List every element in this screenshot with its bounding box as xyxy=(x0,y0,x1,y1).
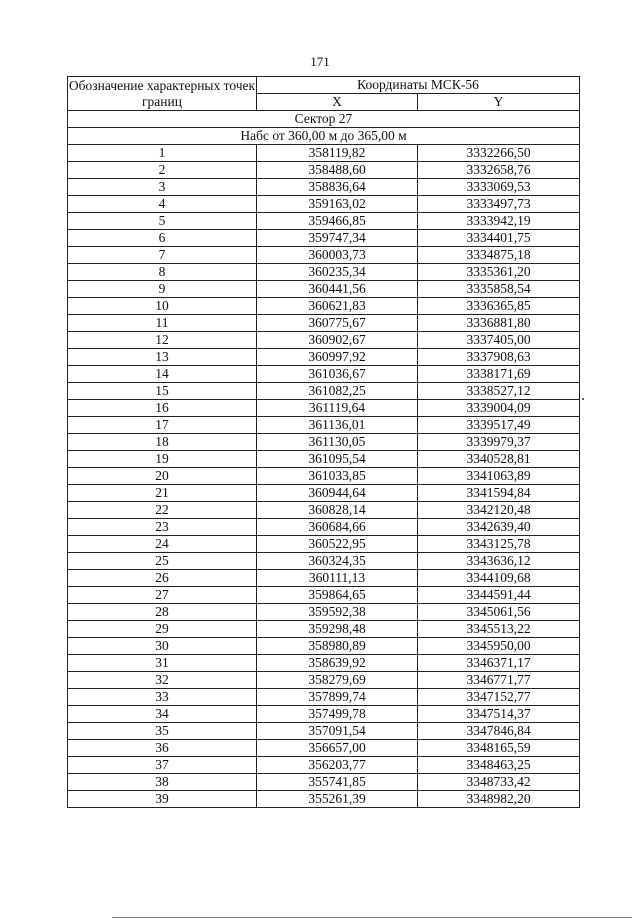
table-row xyxy=(68,485,580,502)
table-row xyxy=(68,213,580,230)
coord-x: 361119,64 xyxy=(257,400,418,417)
point-number: 29 xyxy=(68,621,257,638)
coord-x: 360111,13 xyxy=(257,570,418,587)
point-number: 27 xyxy=(68,587,257,604)
coord-y: 3344591,44 xyxy=(418,587,580,604)
table-row xyxy=(68,553,580,570)
point-number: 6 xyxy=(68,230,257,247)
table-row xyxy=(68,604,580,621)
coord-x: 357091,54 xyxy=(257,723,418,740)
coord-x: 359163,02 xyxy=(257,196,418,213)
page-number: 171 xyxy=(310,54,330,69)
point-number: 4 xyxy=(68,196,257,213)
point-number: 33 xyxy=(68,689,257,706)
table-row xyxy=(68,247,580,264)
table-row xyxy=(68,366,580,383)
coord-y: 3346771,77 xyxy=(418,672,580,689)
coord-x: 356657,00 xyxy=(257,740,418,757)
coord-x: 355261,39 xyxy=(257,791,418,808)
scan-edge-line xyxy=(112,917,632,918)
scan-speck xyxy=(582,398,584,400)
table-row xyxy=(68,281,580,298)
header-points: Обозначение характерных точек границ xyxy=(68,77,256,109)
coord-y: 3339517,49 xyxy=(418,417,580,434)
table-row xyxy=(68,434,580,451)
table-row xyxy=(68,587,580,604)
table-row xyxy=(68,655,580,672)
table-row xyxy=(68,451,580,468)
point-number: 11 xyxy=(68,315,257,332)
table-row xyxy=(68,672,580,689)
coord-x: 361082,25 xyxy=(257,383,418,400)
coord-y: 3336881,80 xyxy=(418,315,580,332)
coord-x: 361130,05 xyxy=(257,434,418,451)
table-row xyxy=(68,264,580,281)
coord-x: 358639,92 xyxy=(257,655,418,672)
coord-y: 3335361,20 xyxy=(418,264,580,281)
point-number: 28 xyxy=(68,604,257,621)
coordinates-table xyxy=(67,76,580,808)
point-number: 38 xyxy=(68,774,257,791)
coord-x: 361136,01 xyxy=(257,417,418,434)
coord-y: 3338171,69 xyxy=(418,366,580,383)
coord-y: 3348982,20 xyxy=(418,791,580,808)
coord-y: 3345513,22 xyxy=(418,621,580,638)
table-row xyxy=(68,417,580,434)
point-number: 24 xyxy=(68,536,257,553)
coord-x: 356203,77 xyxy=(257,757,418,774)
coord-y: 3345061,56 xyxy=(418,604,580,621)
coord-x: 359747,34 xyxy=(257,230,418,247)
table-row xyxy=(68,774,580,791)
coord-y: 3335858,54 xyxy=(418,281,580,298)
coord-x: 360902,67 xyxy=(257,332,418,349)
table-row xyxy=(68,502,580,519)
point-number: 30 xyxy=(68,638,257,655)
coord-x: 359864,65 xyxy=(257,587,418,604)
point-number: 23 xyxy=(68,519,257,536)
table-row xyxy=(68,740,580,757)
coord-y: 3340528,81 xyxy=(418,451,580,468)
coord-y: 3333069,53 xyxy=(418,179,580,196)
point-number: 10 xyxy=(68,298,257,315)
coord-y: 3341594,84 xyxy=(418,485,580,502)
coord-y: 3334875,18 xyxy=(418,247,580,264)
coord-y: 3334401,75 xyxy=(418,230,580,247)
table-row xyxy=(68,230,580,247)
header-x: X xyxy=(257,94,418,111)
point-number: 15 xyxy=(68,383,257,400)
coord-y: 3342639,40 xyxy=(418,519,580,536)
coord-x: 357499,78 xyxy=(257,706,418,723)
point-number: 17 xyxy=(68,417,257,434)
coord-y: 3332266,50 xyxy=(418,145,580,162)
table-row xyxy=(68,349,580,366)
table-row xyxy=(68,298,580,315)
point-number: 13 xyxy=(68,349,257,366)
coord-x: 360235,34 xyxy=(257,264,418,281)
coord-y: 3337908,63 xyxy=(418,349,580,366)
coord-y: 3338527,12 xyxy=(418,383,580,400)
coord-x: 360003,73 xyxy=(257,247,418,264)
point-number: 16 xyxy=(68,400,257,417)
coord-y: 3347152,77 xyxy=(418,689,580,706)
coord-y: 3342120,48 xyxy=(418,502,580,519)
coord-y: 3333942,19 xyxy=(418,213,580,230)
point-number: 9 xyxy=(68,281,257,298)
coord-x: 360441,56 xyxy=(257,281,418,298)
point-number: 7 xyxy=(68,247,257,264)
coord-x: 359592,38 xyxy=(257,604,418,621)
table-row xyxy=(68,638,580,655)
coord-x: 361095,54 xyxy=(257,451,418,468)
table-row xyxy=(68,179,580,196)
point-number: 20 xyxy=(68,468,257,485)
coord-x: 360944,64 xyxy=(257,485,418,502)
point-number: 36 xyxy=(68,740,257,757)
coord-y: 3347514,37 xyxy=(418,706,580,723)
coord-x: 358836,64 xyxy=(257,179,418,196)
coord-y: 3339979,37 xyxy=(418,434,580,451)
point-number: 1 xyxy=(68,145,257,162)
point-number: 31 xyxy=(68,655,257,672)
point-number: 26 xyxy=(68,570,257,587)
point-number: 8 xyxy=(68,264,257,281)
table-row xyxy=(68,519,580,536)
point-number: 34 xyxy=(68,706,257,723)
table-row xyxy=(68,383,580,400)
table-row xyxy=(68,689,580,706)
coord-x: 358488,60 xyxy=(257,162,418,179)
coord-x: 360775,67 xyxy=(257,315,418,332)
coord-y: 3343125,78 xyxy=(418,536,580,553)
table-row xyxy=(68,791,580,808)
table-row xyxy=(68,570,580,587)
coord-y: 3332658,76 xyxy=(418,162,580,179)
point-number: 12 xyxy=(68,332,257,349)
coord-y: 3336365,85 xyxy=(418,298,580,315)
coord-x: 359298,48 xyxy=(257,621,418,638)
coord-y: 3337405,00 xyxy=(418,332,580,349)
coord-y: 3346371,17 xyxy=(418,655,580,672)
coord-x: 361033,85 xyxy=(257,468,418,485)
table-row xyxy=(68,162,580,179)
coord-x: 360324,35 xyxy=(257,553,418,570)
height-range: Набс от 360,00 м до 365,00 м xyxy=(68,128,580,145)
point-number: 39 xyxy=(68,791,257,808)
coord-y: 3345950,00 xyxy=(418,638,580,655)
coord-x: 360621,83 xyxy=(257,298,418,315)
point-number: 2 xyxy=(68,162,257,179)
table-row xyxy=(68,332,580,349)
coord-x: 360684,66 xyxy=(257,519,418,536)
coord-x: 361036,67 xyxy=(257,366,418,383)
coord-y: 3348463,25 xyxy=(418,757,580,774)
coord-y: 3333497,73 xyxy=(418,196,580,213)
table-row xyxy=(68,621,580,638)
point-number: 21 xyxy=(68,485,257,502)
coord-y: 3343636,12 xyxy=(418,553,580,570)
table-row xyxy=(68,400,580,417)
table-row xyxy=(68,723,580,740)
table-row xyxy=(68,468,580,485)
coord-y: 3344109,68 xyxy=(418,570,580,587)
point-number: 19 xyxy=(68,451,257,468)
coord-y: 3348733,42 xyxy=(418,774,580,791)
point-number: 14 xyxy=(68,366,257,383)
table-row xyxy=(68,536,580,553)
table-row xyxy=(68,196,580,213)
point-number: 37 xyxy=(68,757,257,774)
point-number: 25 xyxy=(68,553,257,570)
header-y: Y xyxy=(418,94,580,111)
table-row xyxy=(68,145,580,162)
sector-title: Сектор 27 xyxy=(68,111,580,128)
point-number: 3 xyxy=(68,179,257,196)
coord-x: 358279,69 xyxy=(257,672,418,689)
coord-x: 355741,85 xyxy=(257,774,418,791)
coord-x: 360828,14 xyxy=(257,502,418,519)
header-coordinates: Координаты МСК-56 xyxy=(257,77,580,94)
coord-y: 3347846,84 xyxy=(418,723,580,740)
coord-y: 3339004,09 xyxy=(418,400,580,417)
coord-x: 358119,82 xyxy=(257,145,418,162)
point-number: 18 xyxy=(68,434,257,451)
coord-x: 358980,89 xyxy=(257,638,418,655)
coord-y: 3341063,89 xyxy=(418,468,580,485)
point-number: 22 xyxy=(68,502,257,519)
coord-x: 360997,92 xyxy=(257,349,418,366)
coord-x: 360522,95 xyxy=(257,536,418,553)
point-number: 5 xyxy=(68,213,257,230)
coord-y: 3348165,59 xyxy=(418,740,580,757)
point-number: 35 xyxy=(68,723,257,740)
table-row xyxy=(68,757,580,774)
point-number: 32 xyxy=(68,672,257,689)
table-row xyxy=(68,706,580,723)
coord-x: 357899,74 xyxy=(257,689,418,706)
table-row xyxy=(68,315,580,332)
coord-x: 359466,85 xyxy=(257,213,418,230)
